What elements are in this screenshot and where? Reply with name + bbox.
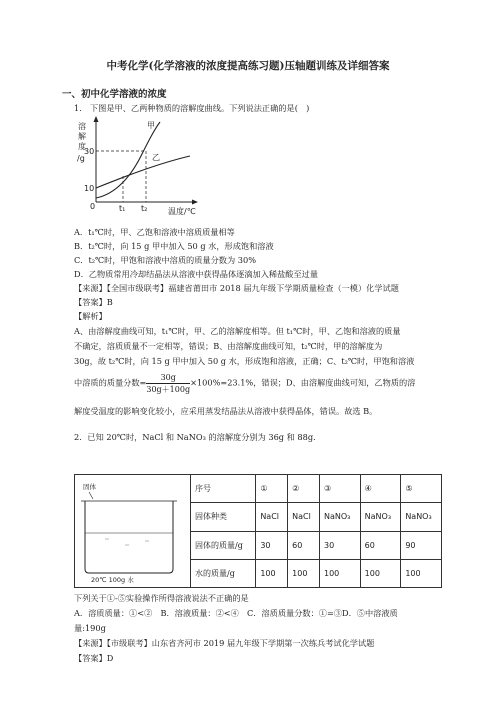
table-cell: NaCl	[256, 503, 288, 531]
fraction-numerator: 30g	[146, 372, 190, 384]
table-cell: NaCl	[288, 503, 320, 531]
q1-analysis-line: 不确定，溶质质量不一定相等，错误；B、由溶解度曲线可知，t₂℃时，甲的溶解度为	[74, 341, 383, 351]
q2-followup: 下列关于①-⑤实验操作所得溶液说法不正确的是	[74, 593, 249, 603]
q2-options: A．溶质质量：①<② B．溶液质量：②<④ C．溶质质量分数：①=③D．⑤中溶液质	[74, 608, 398, 618]
q1-answer: 【答案】B	[74, 297, 113, 307]
q1-option-a: A．t₁℃时，甲、乙饱和溶液中溶质质量相等	[74, 227, 235, 237]
x-tick-label: t₂	[141, 204, 148, 213]
y-label-char: 度	[78, 142, 86, 151]
table-cell: NaNO₃	[360, 503, 401, 531]
table-cell: 100	[288, 559, 320, 587]
x-tick-label: 0	[90, 202, 96, 211]
table-cell: ①	[256, 475, 288, 503]
y-label-char: 解	[78, 132, 86, 141]
table-cell: 30	[256, 531, 288, 559]
y-tick-label: 10	[84, 184, 95, 193]
q2-table	[74, 474, 442, 588]
table-cell: ③	[320, 475, 361, 503]
curve-yi	[96, 156, 190, 188]
fraction	[146, 372, 190, 395]
table-cell: 100	[360, 559, 401, 587]
q1-analysis-end: 解度受温度的影响变化较小，应采用蒸发结晶法从溶液中获得晶体，错误。故选 B。	[74, 406, 378, 416]
curve-label-jia: 甲	[147, 121, 155, 130]
y-label-char: /g	[77, 154, 85, 163]
y-label-char: 溶	[78, 122, 86, 131]
q1-source: 【来源】【全国市级联考】福建省莆田市 2018 届九年级下学期质量检查（一模）化学试题	[74, 283, 399, 293]
curve-jia	[96, 122, 160, 198]
table-cell: ⑤	[401, 475, 442, 503]
table-cell: 60	[288, 531, 320, 559]
table-cell: 100	[401, 559, 442, 587]
beaker-caption: 20℃ 100g 水	[91, 576, 134, 584]
beaker-icon	[85, 501, 173, 573]
y-tick-label: 30	[84, 147, 95, 156]
row-label: 固体种类	[191, 503, 256, 531]
beaker-cell	[75, 475, 191, 588]
table-cell: 90	[401, 531, 442, 559]
q2-source: 【来源】【市级联考】山东省齐河市 2019 届九年级下学期第一次练兵考试化学试题	[74, 638, 375, 648]
section-heading: 一、初中化学溶液的浓度	[62, 89, 167, 100]
q1-option-b: B．t₂℃时，向 15 g 甲中加入 50 g 水，形成饱和溶液	[74, 241, 274, 251]
page-title: 中考化学(化学溶液的浓度提高练习题)压轴题训练及详细答案	[106, 60, 390, 72]
solubility-chart	[76, 116, 216, 222]
q2-stem: 2．已知 20℃时，NaCl 和 NaNO₃ 的溶解度分别为 36g 和 88g.	[74, 432, 316, 442]
q1-analysis-line: 30g，故 t₂℃时，向 15 g 甲中加入 50 g 水，形成饱和溶液，正确；C、t₂℃时，甲饱和溶液	[74, 356, 415, 366]
table-cell: NaNO₃	[401, 503, 442, 531]
row-label: 固体的质量/g	[191, 531, 256, 559]
formula-suffix: ×100%=23.1%，错误；D、由溶解度曲线可知，乙物质的溶	[190, 377, 416, 388]
table-cell: 30	[320, 531, 361, 559]
q1-formula	[74, 372, 415, 395]
table-cell: ④	[360, 475, 401, 503]
curve-label-yi: 乙	[152, 153, 160, 162]
beaker-illustration	[75, 475, 188, 585]
table-cell: 100	[320, 559, 361, 587]
table-row	[75, 475, 442, 503]
q1-option-c: C．t₂℃时，甲饱和溶液中溶质的质量分数为 30%	[74, 255, 256, 265]
fraction-denominator: 30g＋100g	[146, 385, 191, 394]
q1-option-d: D．乙物质常用冷却结晶法从溶液中获得晶体逐滴加入稀盐酸至过量	[74, 269, 319, 279]
x-tick-label: t₁	[119, 204, 126, 213]
q2-options-cont: 量:190g	[74, 623, 106, 633]
x-axis-label: 温度/℃	[168, 207, 196, 216]
row-label: 水的质量/g	[191, 559, 256, 587]
table-cell: 60	[360, 531, 401, 559]
q1-analysis-label: 【解析】	[74, 311, 107, 321]
table-cell: NaNO₃	[320, 503, 361, 531]
q2-answer: 【答案】D	[74, 653, 114, 663]
row-label: 序号	[191, 475, 256, 503]
formula-prefix: 中溶质的质量分数=	[74, 377, 147, 388]
table-cell: 100	[256, 559, 288, 587]
beaker-solid-label: 固体	[83, 483, 96, 491]
table-cell: ②	[288, 475, 320, 503]
q1-stem: 1. 下图是甲、乙两种物质的溶解度曲线。下列说法正确的是( )	[74, 103, 310, 113]
q1-analysis-line: A、由溶解度曲线可知，t₁℃时，甲、乙的溶解度相等。但 t₁℃时，甲、乙饱和溶液的质量	[74, 326, 401, 336]
